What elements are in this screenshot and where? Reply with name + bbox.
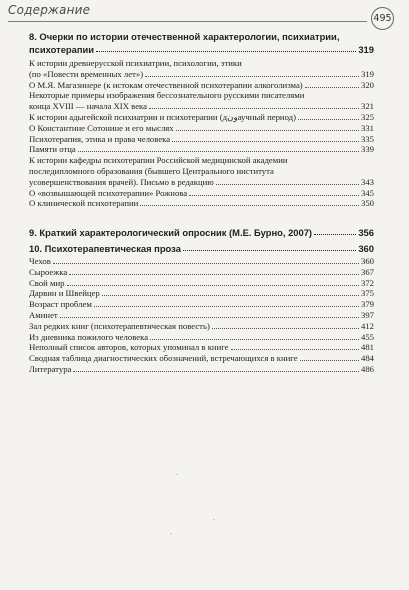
s8-entry-page: 319 <box>360 68 374 79</box>
s8-entry-line: К истории древнерусской психиатрии, психологии, этики <box>29 58 242 68</box>
s10-entry-page: 379 <box>360 299 374 310</box>
paper-speck <box>176 474 178 475</box>
dot-leader <box>189 195 359 196</box>
dot-leader <box>172 141 359 142</box>
s8-entry-text: О «возвышающей психотерапии» Рожнова <box>29 187 188 198</box>
s8-entry-line: последипломного образования (бывшего Центрального института <box>29 166 274 176</box>
header-rule <box>8 21 367 22</box>
s10-entry-text: Чехов <box>29 256 51 266</box>
s10-entry-text: Сыроежка <box>29 266 68 277</box>
section-9-heading-page: 356 <box>358 227 374 238</box>
s8-entry-page: 321 <box>360 101 374 112</box>
s8-entry-text: усовершенствования врачей). Письмо в редакцию <box>29 176 214 187</box>
s8-entry-text: К истории адыгейской психиатрии и психотерапии (дونаучный период) <box>29 112 296 122</box>
dot-leader <box>212 328 359 329</box>
s8-entry-page: 320 <box>360 79 374 90</box>
s10-entry-text: Свой мир <box>29 277 65 288</box>
dot-leader <box>216 184 359 185</box>
dot-leader <box>78 151 359 152</box>
dot-leader <box>67 285 359 286</box>
s8-entry-page: 345 <box>360 187 374 198</box>
section-10-heading-page: 360 <box>358 243 374 254</box>
dot-leader <box>102 295 359 296</box>
running-head: Содержание <box>8 3 91 17</box>
section-8-heading <box>29 31 339 42</box>
s10-entry-page: 486 <box>360 364 374 374</box>
s8-entry-page: 339 <box>360 144 374 155</box>
s8-entry-line: К истории кафедры психотерапии Российской медицинской академии <box>29 155 288 166</box>
s8-entry-page: 335 <box>360 133 374 144</box>
s10-entry-page: 375 <box>360 288 374 299</box>
paper-speck <box>170 533 172 534</box>
dot-leader <box>150 339 359 340</box>
s8-entry-text: конца XVIII — начала XIX века <box>29 101 147 112</box>
s10-entry-page: 367 <box>360 266 374 277</box>
dot-leader <box>231 349 359 350</box>
section-8-heading-line2-page: 319 <box>358 44 374 55</box>
dot-leader <box>94 306 359 307</box>
s10-entry-text: Сводная таблица диагностических обозначений, встречающихся в книге <box>29 353 298 364</box>
dot-leader <box>96 51 356 52</box>
s8-entry-text: Психотерапия, этика и права человека <box>29 133 171 144</box>
s8-entry-text: О клинической психотерапии <box>29 198 139 209</box>
s10-entry-page: 412 <box>360 320 374 331</box>
s10-entry-text: Из дневника пожилого человека <box>29 331 149 342</box>
s8-entry-page: 350 <box>360 198 374 209</box>
dot-leader <box>183 250 356 251</box>
s8-entry-page: 343 <box>360 176 374 187</box>
section-8-title-line1: 8. Очерки по истории отечественной характерологии, психиатрии, <box>29 31 340 42</box>
dot-leader <box>314 234 356 235</box>
dot-leader <box>305 87 359 88</box>
s10-entry-page: 360 <box>360 256 374 266</box>
dot-leader <box>53 263 359 264</box>
dot-leader <box>69 274 359 275</box>
section-10-heading-text: 10. Психотерапевтическая проза <box>29 243 181 254</box>
s10-entry-text: Неполный список авторов, которых упоминал в книге <box>29 342 229 353</box>
s10-entry-page: 481 <box>360 342 374 353</box>
s8-entry-page: 331 <box>360 122 374 133</box>
dot-leader <box>300 360 359 361</box>
s10-entry-text: Зал редких книг (психотерапевтическая повесть) <box>29 320 210 331</box>
s10-entry-page: 397 <box>360 310 374 320</box>
s10-entry-text: Литература <box>29 364 72 374</box>
s8-entry-text: О М.Я. Магазинере (к истокам отечественной психотерапии алкоголизма) <box>29 79 303 90</box>
s8-entry-page: 325 <box>360 112 374 122</box>
s10-entry-text: Аминет <box>29 310 58 320</box>
dot-leader <box>140 205 359 206</box>
paper-speck <box>213 519 215 520</box>
dot-leader <box>298 119 359 120</box>
s10-entry-page: 484 <box>360 353 374 364</box>
page-number-badge: 495 <box>371 7 394 30</box>
s10-entry-text: Дарвин и Швейцер <box>29 288 100 299</box>
s8-entry-text: (по «Повести временных лет») <box>29 68 144 79</box>
dot-leader <box>145 76 359 77</box>
dot-leader <box>73 371 359 372</box>
s10-entry-page: 455 <box>360 331 374 342</box>
section-9-heading-text: 9. Краткий характерологический опросник (М.Е. Бурно, 2007) <box>29 227 313 238</box>
s8-entry-line: Некоторые примеры изображения бессознательного русскими писателями <box>29 90 305 101</box>
dot-leader <box>60 317 359 318</box>
dot-leader <box>149 108 359 109</box>
page-header <box>0 0 409 32</box>
s8-entry-text: О Константине Сотонине и его мыслях <box>29 122 174 133</box>
s10-entry-text: Возраст проблем <box>29 299 92 310</box>
s10-entry-page: 372 <box>360 277 374 288</box>
section-8-heading-line2-text: психотерапии <box>29 44 95 55</box>
s8-entry-text: Памяти отца <box>29 144 76 155</box>
dot-leader <box>176 130 359 131</box>
